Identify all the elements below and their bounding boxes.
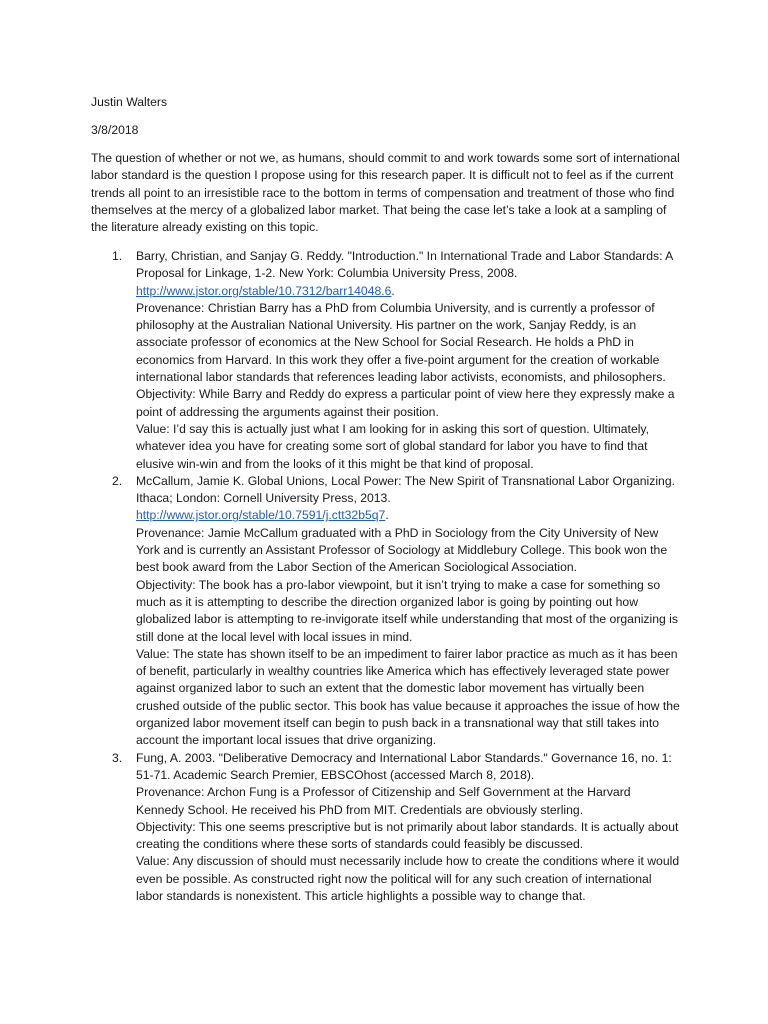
reference-item xyxy=(91,750,681,906)
document-date: 3/8/2018 xyxy=(91,123,139,137)
reference-provenance: Provenance: Christian Barry has a PhD from Columbia University, and is currently a professor of philosophy at the Australian National University. His partner on the work, Sanjay Reddy, is an associate professor of economics at the New School for Social Research. He holds a PhD in economics from Harvard. In this work they offer a five-point argument for the creation of workable international labor standards that references leading labor activists, economists, and philosophers. xyxy=(136,300,666,385)
reference-objectivity: Objectivity: The book has a pro-labor viewpoint, but it isn’t trying to make a case for something so much as it is attempting to describe the direction organized labor is going by pointing out how globalized labor is attempting to re-invigorate itself while understanding that most of the organizing is still done at the local level with local issues in mind. xyxy=(136,577,678,644)
reference-item xyxy=(91,473,681,750)
reference-value: Value: I’d say this is actually just what I am looking for in asking this sort of question. Ultimately, whatever idea you have for creating some sort of global standard for labor you have to find that elusive win-win and from the looks of it this might be that kind of proposal. xyxy=(136,421,650,471)
reference-objectivity: Objectivity: While Barry and Reddy do express a particular point of view here they expressly make a point of addressing the arguments against their position. xyxy=(136,387,675,419)
reference-item xyxy=(91,248,681,473)
reference-citation: McCallum, Jamie K. Global Unions, Local Power: The New Spirit of Transnational Labor Organizing. Ithaca; London: Cornell University Press, 2013. http://www.jstor.org/stable/10.7591/j.ctt32b5q7. xyxy=(136,473,675,523)
reference-number: 3. xyxy=(112,750,123,765)
reference-number: 2. xyxy=(112,473,123,488)
reference-number: 1. xyxy=(112,249,123,263)
reference-list xyxy=(91,248,681,905)
reference-link[interactable]: http://www.jstor.org/stable/10.7591/j.ctt32b5q7 xyxy=(136,508,386,523)
reference-link[interactable]: http://www.jstor.org/stable/10.7312/barr14048.6 xyxy=(136,283,392,298)
reference-value: Value: The state has shown itself to be an impediment to fairer labor practice as much as it has been of benefit, particularly in wealthy countries like America which has effectively leveraged state power against organized labor to such an extent that the domestic labor movement has virtually been crushed outside of the public sector. This book has value because it approaches the issue of how the organized labor movement itself can begin to push back in a transnational way that still takes into account the important local issues that drive organizing. xyxy=(136,646,680,748)
reference-citation: Fung, A. 2003. "Deliberative Democracy and International Labor Standards." Governance 16, no. 1: 51-71. Academic Search Premier, EBSCOhost (accessed March 8, 2018). xyxy=(136,750,672,782)
reference-value: Value: Any discussion of should must necessarily include how to create the conditions where it would even be possible. As constructed right now the political will for any such creation of international labor standards is nonexistent. This article highlights a possible way to change that. xyxy=(136,854,680,903)
reference-citation: Barry, Christian, and Sanjay G. Reddy. "Introduction." In International Trade and Labor Standards: A Proposal for Linkage, 1-2. New York: Columbia University Press, 2008. http://www.jstor.org/stable/10.7312/barr14048.6. xyxy=(136,249,673,298)
reference-objectivity: Objectivity: This one seems prescriptive but is not primarily about labor standards. It is actually about creating the conditions where these sorts of standards could feasibly be discussed. xyxy=(136,819,679,852)
intro-paragraph: The question of whether or not we, as humans, should commit to and work towards some sort of international labor standard is the question I propose using for this research paper. It is difficult not to feel as if the current trends all point to an irresistible race to the bottom in terms of compensation and treatment of those who find themselves at the mercy of a globalized labor market. That being the case let’s take a look at a sampling of the literature already existing on this topic. xyxy=(91,151,680,235)
reference-provenance: Provenance: Archon Fung is a Professor of Citizenship and Self Government at the Harvard Kennedy School. He received his PhD from MIT. Credentials are obviously sterling. xyxy=(136,785,631,817)
author-name: Justin Walters xyxy=(91,95,168,109)
reference-provenance: Provenance: Jamie McCallum graduated with a PhD in Sociology from the City University of New York and is currently an Assistant Professor of Sociology at Middlebury College. This book won the best book award from the Labor Section of the American Sociological Association. xyxy=(136,525,668,575)
